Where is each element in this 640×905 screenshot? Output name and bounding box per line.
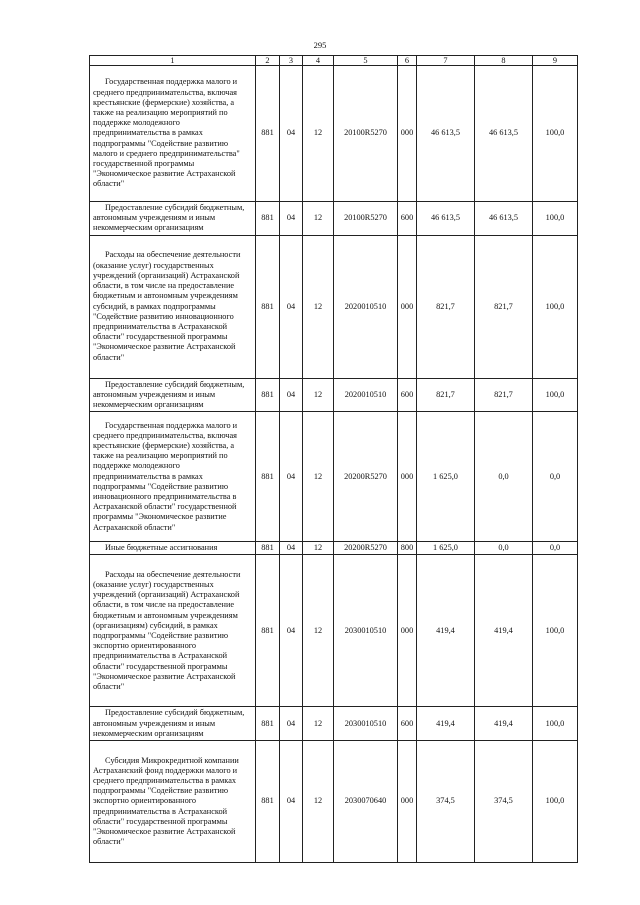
row-description: Предоставление субсидий бюджетным, автономным учреждениям и иным некоммерческим организациям (90, 202, 256, 236)
cell-planned: 1 625,0 (417, 412, 475, 542)
cell-target-article: 2020010510 (334, 378, 398, 412)
table-row (90, 741, 578, 863)
table-row (90, 202, 578, 236)
cell-percent: 0,0 (533, 542, 578, 555)
budget-table (89, 55, 578, 863)
cell-section: 04 (280, 412, 303, 542)
cell-percent: 100,0 (533, 378, 578, 412)
cell-planned: 821,7 (417, 235, 475, 378)
cell-subsection: 12 (303, 235, 334, 378)
row-description: Предоставление субсидий бюджетным, автономным учреждениям и иным некоммерческим организациям (90, 378, 256, 412)
cell-executed: 821,7 (475, 235, 533, 378)
cell-ministry: 881 (256, 235, 280, 378)
cell-planned: 46 613,5 (417, 66, 475, 202)
cell-target-article: 20200R5270 (334, 542, 398, 555)
cell-percent: 0,0 (533, 412, 578, 542)
header-cell: 2 (256, 56, 280, 66)
cell-executed: 0,0 (475, 412, 533, 542)
cell-section: 04 (280, 707, 303, 741)
row-description: Предоставление субсидий бюджетным, автономным учреждениям и иным некоммерческим организациям (90, 707, 256, 741)
cell-executed: 46 613,5 (475, 66, 533, 202)
header-cell: 1 (90, 56, 256, 66)
cell-subsection: 12 (303, 542, 334, 555)
cell-target-article: 20100R5270 (334, 202, 398, 236)
cell-section: 04 (280, 741, 303, 863)
cell-target-article: 20100R5270 (334, 66, 398, 202)
header-cell: 5 (334, 56, 398, 66)
cell-ministry: 881 (256, 542, 280, 555)
cell-subsection: 12 (303, 741, 334, 863)
cell-subsection: 12 (303, 555, 334, 707)
row-description: Расходы на обеспечение деятельности (оказание услуг) государственных учреждений (организаций) Астраханской области, в том числе на предоставление бюджетным и автономным учреждениям субсидий, в рамках подпрограммы "Содействие развитию инновационного предпринимательства в Астраханской области" государственной программы "Экономическое развитие Астраханской области" (90, 235, 256, 378)
cell-expense-type: 600 (398, 707, 417, 741)
row-description: Расходы на обеспечение деятельности (оказание услуг) государственных учреждений (организаций) Астраханской области, в том числе на предоставление бюджетным и автономным учреждениям (организациям) субсидий, в рамках подпрограммы "Содействие развитию экспортно ориентированного предпринимательства в Астраханской области" государственной программы "Экономическое развитие Астраханской области" (90, 555, 256, 707)
cell-expense-type: 000 (398, 66, 417, 202)
cell-target-article: 2030070640 (334, 741, 398, 863)
table-row (90, 555, 578, 707)
cell-subsection: 12 (303, 378, 334, 412)
cell-planned: 374,5 (417, 741, 475, 863)
cell-expense-type: 000 (398, 741, 417, 863)
header-cell: 8 (475, 56, 533, 66)
cell-section: 04 (280, 378, 303, 412)
row-description: Иные бюджетные ассигнования (90, 542, 256, 555)
cell-planned: 821,7 (417, 378, 475, 412)
cell-expense-type: 000 (398, 555, 417, 707)
cell-expense-type: 000 (398, 235, 417, 378)
cell-percent: 100,0 (533, 741, 578, 863)
table-row (90, 707, 578, 741)
header-cell: 4 (303, 56, 334, 66)
cell-subsection: 12 (303, 412, 334, 542)
cell-ministry: 881 (256, 66, 280, 202)
cell-section: 04 (280, 555, 303, 707)
cell-executed: 374,5 (475, 741, 533, 863)
cell-ministry: 881 (256, 707, 280, 741)
table-row (90, 412, 578, 542)
header-cell: 7 (417, 56, 475, 66)
table-row (90, 235, 578, 378)
row-description: Государственная поддержка малого и среднего предпринимательства, включая крестьянские (фермерские) хозяйства, а также на реализацию мероприятий по поддержке молодежного предпринимательства в рамках подпрограммы "Содействие развитию инновационного предпринимательства в Астраханской области" государственной программы "Экономическое развитие Астраханской области" (90, 412, 256, 542)
cell-planned: 1 625,0 (417, 542, 475, 555)
cell-section: 04 (280, 202, 303, 236)
header-cell: 6 (398, 56, 417, 66)
cell-executed: 419,4 (475, 555, 533, 707)
cell-subsection: 12 (303, 66, 334, 202)
cell-subsection: 12 (303, 707, 334, 741)
cell-section: 04 (280, 66, 303, 202)
row-description: Субсидия Микрокредитной компании Астраханский фонд поддержки малого и среднего предпринимательства в рамках подпрограммы "Содействие развитию экспортно ориентированного предпринимательства в Астраханской области" государственной программы "Экономическое развитие Астраханской области" (90, 741, 256, 863)
cell-target-article: 2030010510 (334, 555, 398, 707)
cell-percent: 100,0 (533, 202, 578, 236)
row-description: Государственная поддержка малого и среднего предпринимательства, включая крестьянские (фермерские) хозяйства, а также на реализацию мероприятий по поддержке молодежного предпринимательства в рамках подпрограммы "Содействие развитию малого и среднего предпринимательства" государственной программы "Экономическое развитие Астраханской области" (90, 66, 256, 202)
cell-ministry: 881 (256, 202, 280, 236)
cell-expense-type: 600 (398, 378, 417, 412)
cell-percent: 100,0 (533, 555, 578, 707)
cell-executed: 0,0 (475, 542, 533, 555)
cell-percent: 100,0 (533, 235, 578, 378)
cell-section: 04 (280, 235, 303, 378)
header-cell: 3 (280, 56, 303, 66)
cell-ministry: 881 (256, 378, 280, 412)
header-row (90, 56, 578, 66)
header-cell: 9 (533, 56, 578, 66)
cell-target-article: 2030010510 (334, 707, 398, 741)
cell-percent: 100,0 (533, 707, 578, 741)
cell-section: 04 (280, 542, 303, 555)
cell-ministry: 881 (256, 555, 280, 707)
cell-planned: 419,4 (417, 707, 475, 741)
cell-executed: 821,7 (475, 378, 533, 412)
table-row (90, 378, 578, 412)
cell-planned: 46 613,5 (417, 202, 475, 236)
cell-target-article: 20200R5270 (334, 412, 398, 542)
cell-expense-type: 800 (398, 542, 417, 555)
page-number: 295 (313, 40, 327, 50)
cell-expense-type: 600 (398, 202, 417, 236)
cell-planned: 419,4 (417, 555, 475, 707)
cell-subsection: 12 (303, 202, 334, 236)
table-row (90, 542, 578, 555)
cell-target-article: 2020010510 (334, 235, 398, 378)
cell-percent: 100,0 (533, 66, 578, 202)
cell-ministry: 881 (256, 412, 280, 542)
cell-executed: 46 613,5 (475, 202, 533, 236)
cell-executed: 419,4 (475, 707, 533, 741)
cell-ministry: 881 (256, 741, 280, 863)
table-row (90, 66, 578, 202)
cell-expense-type: 000 (398, 412, 417, 542)
